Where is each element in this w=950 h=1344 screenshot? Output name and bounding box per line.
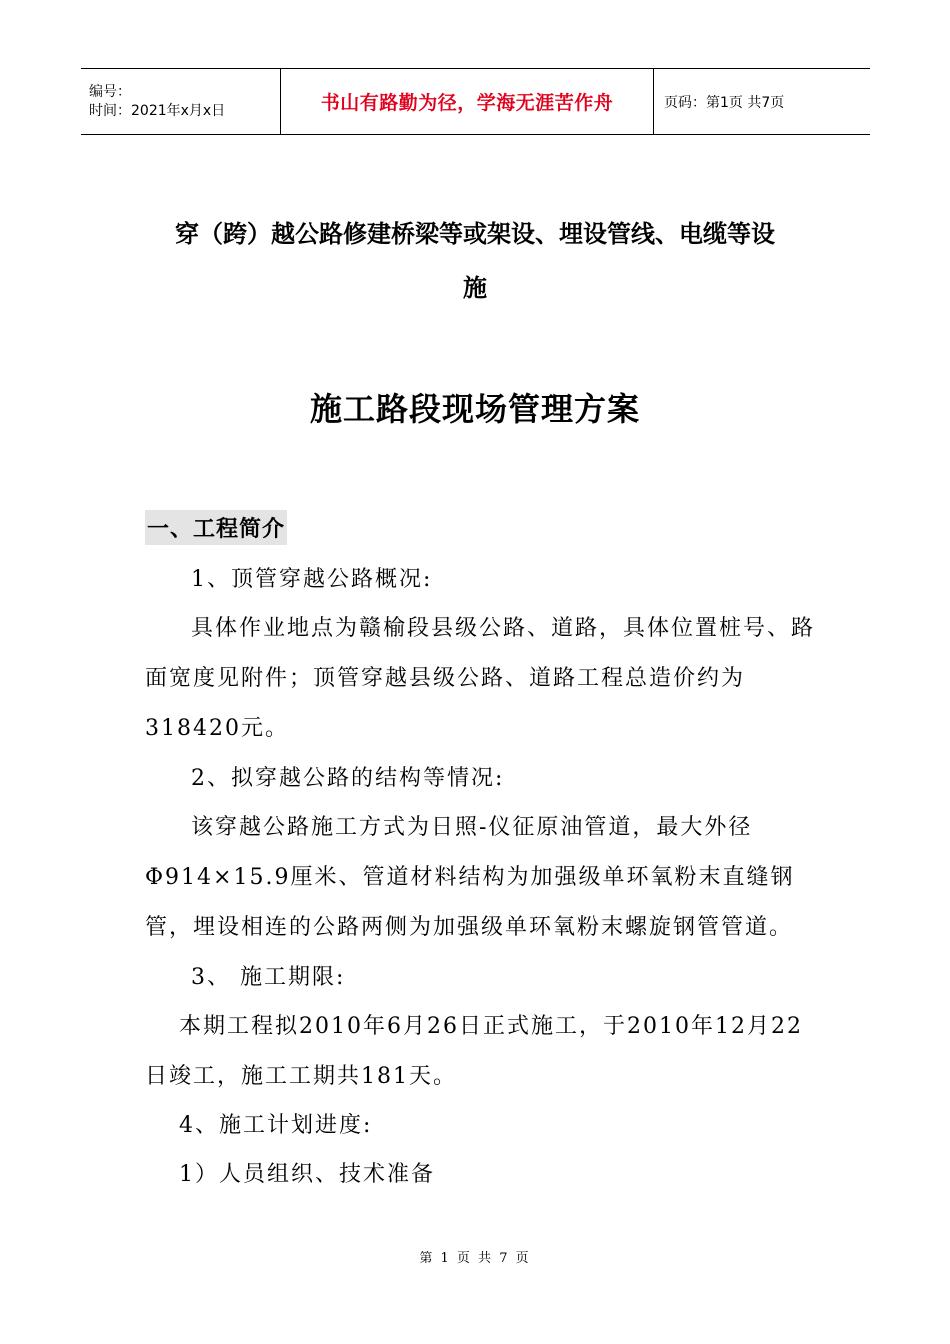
paragraph: 3、 施工期限: (191, 965, 346, 990)
document-subtitle: 施工路段现场管理方案 (309, 390, 640, 428)
header-meta (81, 69, 281, 134)
page-info: 页码：第1页 共7页 (664, 94, 785, 111)
title-line-2: 施 (463, 274, 487, 302)
header-page-info (654, 69, 870, 134)
motto: 书山有路勤为径，学海无涯苦作舟 (320, 92, 614, 114)
date-label: 时间：2021年x月x日 (89, 102, 226, 119)
paragraph: 1、顶管穿越公路概况: (191, 567, 433, 592)
paragraph: 4、施工计划进度: (179, 1113, 373, 1138)
title-line-1: 穿（跨）越公路修建桥梁等或架设、埋设管线、电缆等设 (175, 220, 775, 248)
paragraph: 1）人员组织、技术准备 (179, 1162, 435, 1187)
page-header (81, 68, 870, 135)
paragraph: 2、拟穿越公路的结构等情况: (191, 766, 505, 791)
page-footer: 第 1 页 共 7 页 (419, 1251, 531, 1266)
paragraph: 本期工程拟2010年6月26日正式施工，于2010年12月22日竣工，施工工期共181天。 (145, 1014, 803, 1089)
paragraph: 具体作业地点为赣榆段县级公路、道路，具体位置桩号、路面宽度见附件；顶管穿越县级公路、道路工程总造价约为318420元。 (145, 616, 816, 741)
document-title (120, 207, 830, 315)
paragraph: 该穿越公路施工方式为日照-仪征原油管道，最大外径Φ914×15.9厘米、管道材料结构为加强级单环氧粉末直缝钢管，埋设相连的公路两侧为加强级单环氧粉末螺旋钢管管道。 (145, 815, 795, 940)
header-motto-cell (281, 69, 654, 134)
section-heading: 一、工程简介 (145, 510, 287, 545)
number-label: 编号： (89, 83, 131, 100)
